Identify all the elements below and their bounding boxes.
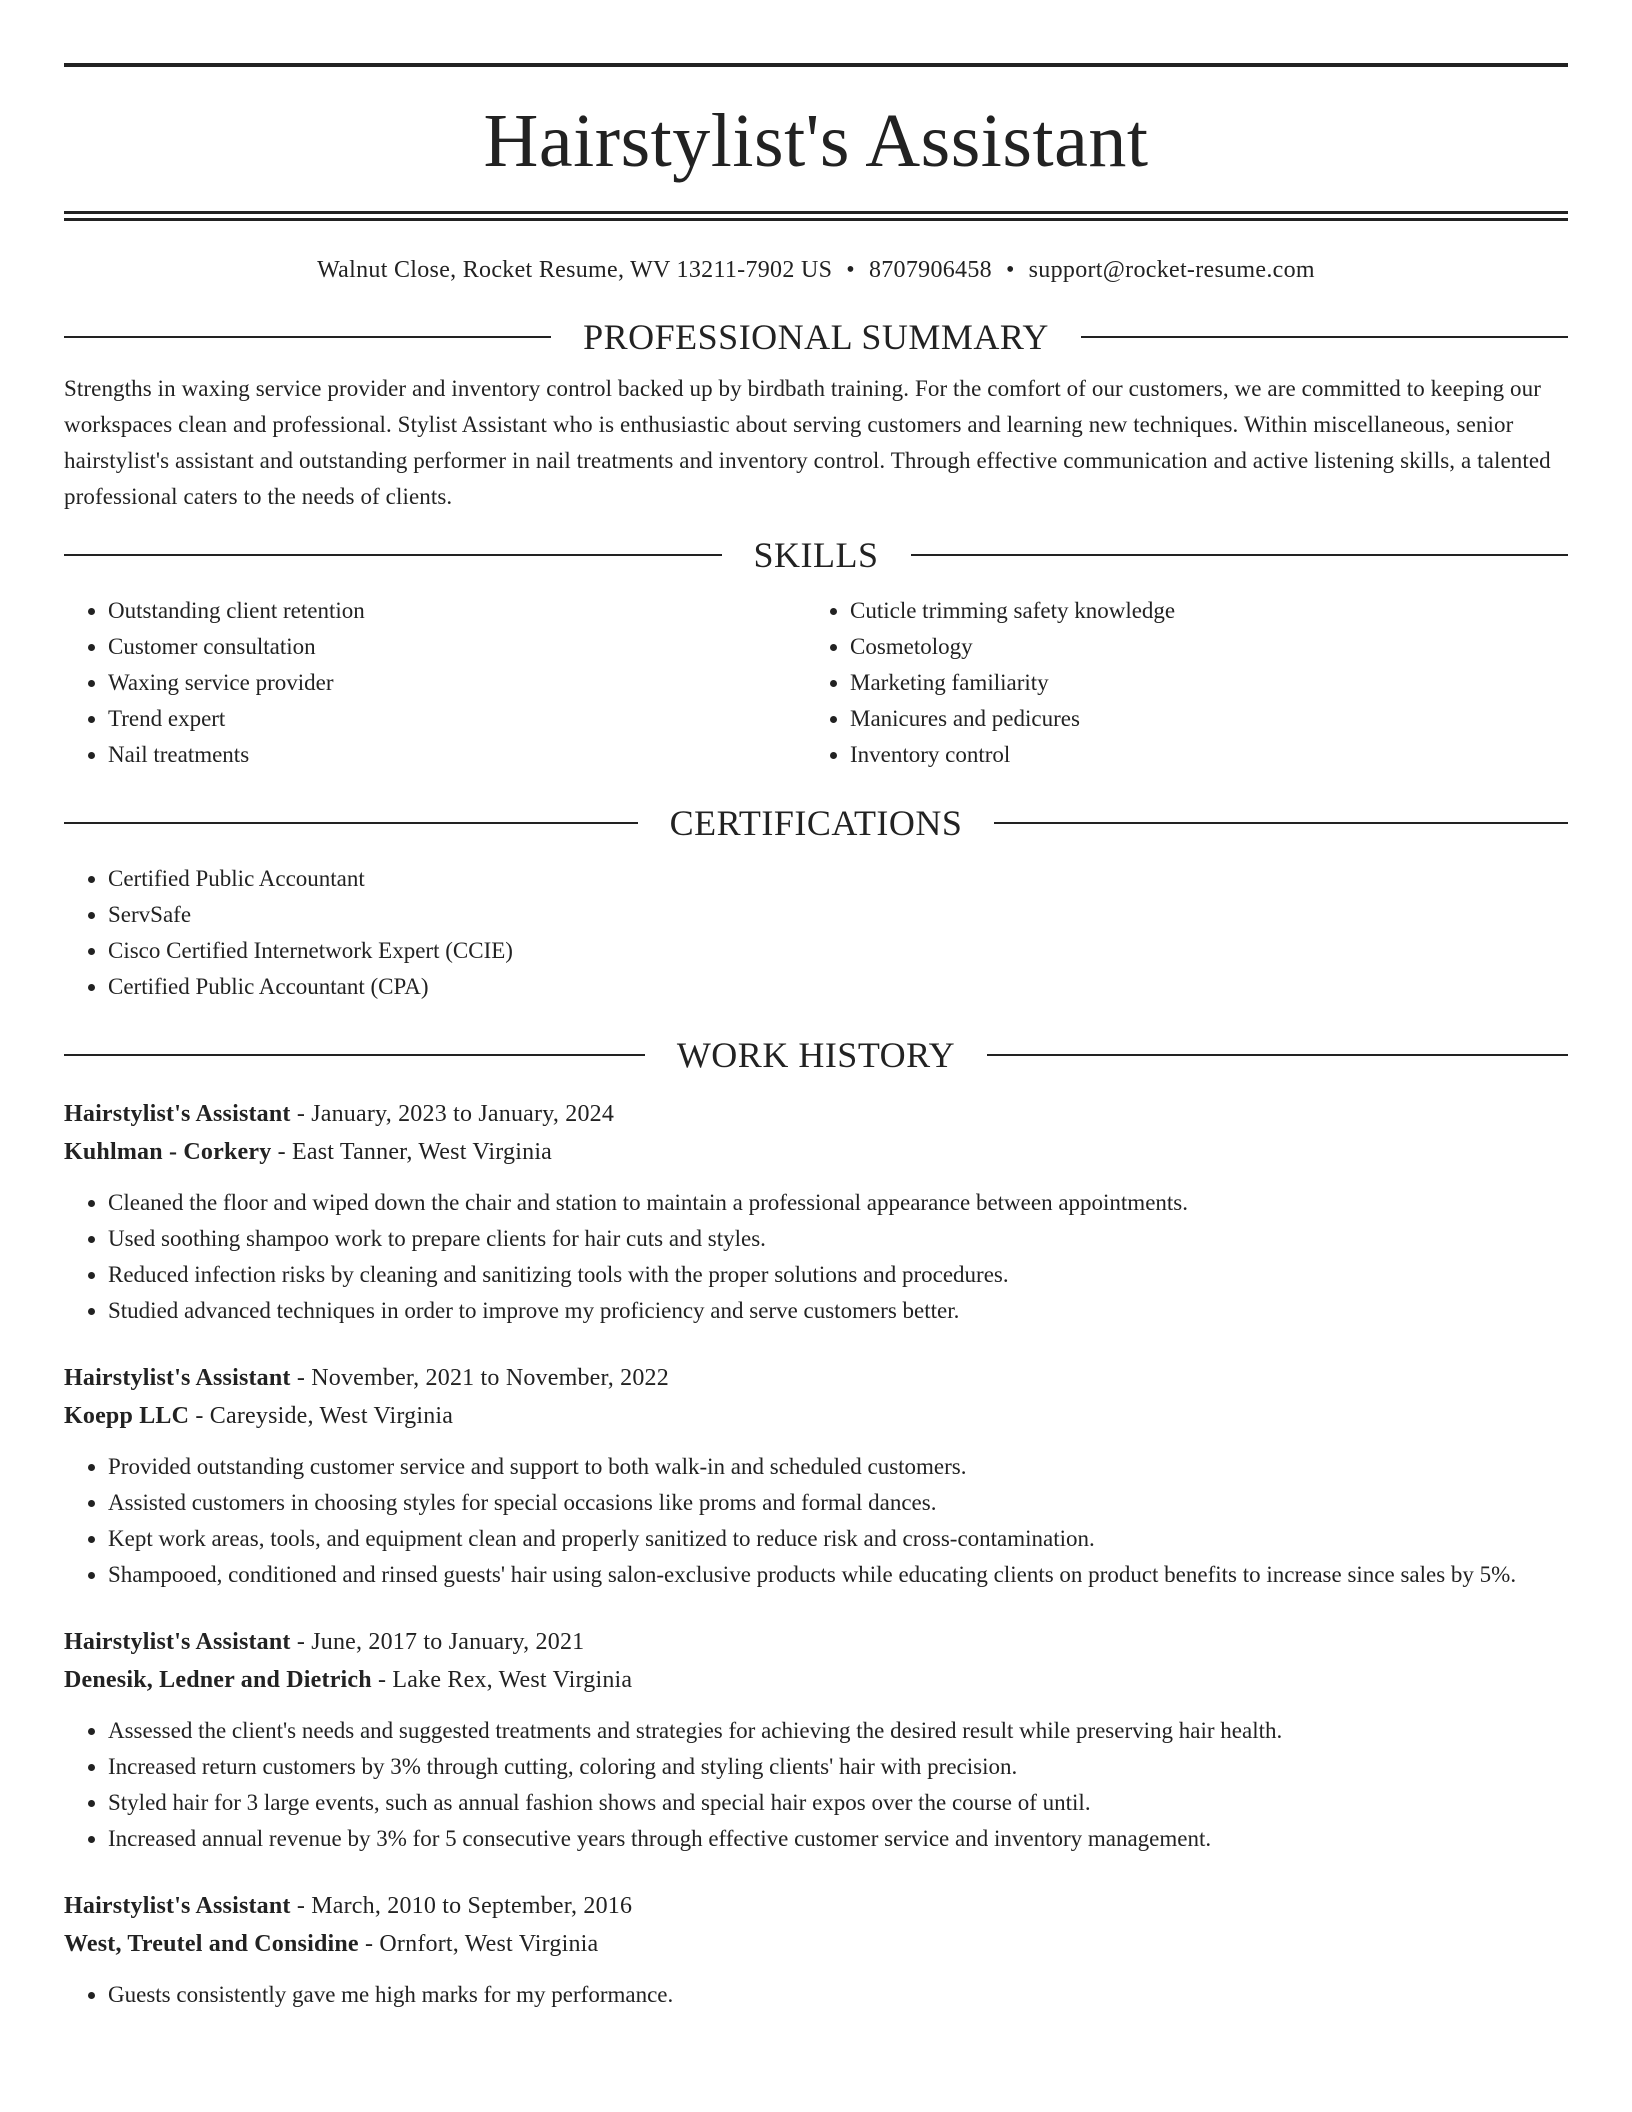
skills-column-right	[806, 593, 1548, 773]
job-company: Denesik, Ledner and Dietrich	[64, 1667, 372, 1693]
contact-line	[64, 255, 1568, 285]
certification-item: • ServSafe	[108, 897, 1568, 933]
job-title-line	[64, 1623, 1568, 1661]
job-dates: - June, 2017 to January, 2021	[290, 1629, 585, 1655]
heading-rule-left	[64, 1054, 645, 1056]
job-title: Hairstylist's Assistant	[64, 1101, 291, 1127]
work-history-heading: WORK HISTORY	[676, 1035, 956, 1075]
summary-text: Strengths in waxing service provider and inventory control backed up by birdbath training. For the comfort of our customers, we are committed to keeping our workspaces clean and professional. Stylist Assistant who is enthusiastic about serving customers and learning new techniques. Within miscellaneous, senior hairstylist's assistant and outstanding performer in nail treatments and inventory control. Through effective communication and active listening skills, a talented professional caters to the needs of clients.	[64, 376, 1551, 509]
job-bullets	[64, 1185, 1568, 1329]
job-bullet: • Guests consistently gave me high marks for my performance.	[108, 1977, 1568, 2013]
header-double-rule	[64, 211, 1568, 221]
certification-item: • Certified Public Accountant	[108, 861, 1568, 897]
resume-page	[64, 0, 1568, 2013]
heading-rule-right	[987, 1054, 1568, 1056]
skill-item: • Waxing service provider	[108, 665, 806, 701]
job-location: - Careyside, West Virginia	[189, 1403, 454, 1429]
job-bullets	[64, 1449, 1568, 1593]
contact-email: support@rocket-resume.com	[1028, 257, 1315, 283]
skill-item: • Outstanding client retention	[108, 593, 806, 629]
job-company-line	[64, 1661, 1568, 1699]
job-bullet: • Increased annual revenue by 3% for 5 consecutive years through effective customer service and inventory management.	[108, 1821, 1568, 1857]
job-company-line	[64, 1397, 1568, 1435]
job-location: - Ornfort, West Virginia	[358, 1931, 599, 1957]
job-company-line	[64, 1133, 1568, 1171]
job-bullet: • Increased return customers by 3% through cutting, coloring and styling clients' hair with precision.	[108, 1749, 1568, 1785]
skill-item: • Inventory control	[850, 737, 1548, 773]
job-company: Koepp LLC	[64, 1403, 190, 1429]
certification-item: • Certified Public Accountant (CPA)	[108, 969, 1568, 1005]
job-company: West, Treutel and Considine	[64, 1931, 359, 1957]
job-entry	[64, 1887, 1568, 2013]
skill-item: • Customer consultation	[108, 629, 806, 665]
job-title-line	[64, 1887, 1568, 1925]
job-company-line	[64, 1925, 1568, 1963]
skill-item: • Marketing familiarity	[850, 665, 1548, 701]
job-title: Hairstylist's Assistant	[64, 1629, 291, 1655]
job-title: Hairstylist's Assistant	[64, 1365, 291, 1391]
heading-rule-right	[911, 554, 1569, 556]
job-bullet: • Reduced infection risks by cleaning and sanitizing tools with the proper solutions and procedures.	[108, 1257, 1568, 1293]
certification-item: • Cisco Certified Internetwork Expert (CCIE)	[108, 933, 1568, 969]
skill-item: • Trend expert	[108, 701, 806, 737]
skills-grid	[64, 593, 1568, 773]
heading-rule-left	[64, 822, 638, 824]
skills-column-left	[64, 593, 806, 773]
skill-item: • Cuticle trimming safety knowledge	[850, 593, 1548, 629]
heading-rule-left	[64, 336, 551, 338]
contact-address: Walnut Close, Rocket Resume, WV 13211-7902 US	[317, 257, 833, 283]
job-entry	[64, 1359, 1568, 1593]
job-bullets	[64, 1713, 1568, 1857]
certifications-section-heading	[64, 801, 1568, 845]
job-dates: - March, 2010 to September, 2016	[290, 1893, 633, 1919]
contact-phone: 8707906458	[868, 257, 992, 283]
job-company: Kuhlman - Corkery	[64, 1139, 272, 1165]
job-location: - East Tanner, West Virginia	[271, 1139, 553, 1165]
certifications-heading: CERTIFICATIONS	[669, 803, 963, 843]
job-dates: - November, 2021 to November, 2022	[290, 1365, 669, 1391]
job-bullet: • Assisted customers in choosing styles for special occasions like proms and formal dances.	[108, 1485, 1568, 1521]
job-location: - Lake Rex, West Virginia	[371, 1667, 633, 1693]
job-bullet: • Provided outstanding customer service and support to both walk-in and scheduled customers.	[108, 1449, 1568, 1485]
work-history-section-heading	[64, 1033, 1568, 1077]
job-bullets	[64, 1977, 1568, 2013]
summary-section-heading	[64, 315, 1568, 359]
heading-rule-right	[1081, 336, 1568, 338]
job-title-line	[64, 1359, 1568, 1397]
job-bullet: • Studied advanced techniques in order to improve my proficiency and serve customers better.	[108, 1293, 1568, 1329]
skill-item: • Cosmetology	[850, 629, 1548, 665]
skill-item: • Nail treatments	[108, 737, 806, 773]
job-bullet: • Cleaned the floor and wiped down the chair and station to maintain a professional appearance between appointments.	[108, 1185, 1568, 1221]
contact-separator: •	[846, 257, 855, 283]
skills-section-heading	[64, 533, 1568, 577]
contact-separator: •	[1005, 257, 1015, 283]
job-bullet: • Shampooed, conditioned and rinsed guests' hair using salon-exclusive products while educating clients on product benefits to increase since sales by 5%.	[108, 1557, 1568, 1593]
job-title: Hairstylist's Assistant	[64, 1893, 291, 1919]
job-bullet: • Assessed the client's needs and suggested treatments and strategies for achieving the desired result while preserving hair health.	[108, 1713, 1568, 1749]
heading-rule-left	[64, 554, 722, 556]
job-entry	[64, 1095, 1568, 1329]
job-title-line	[64, 1095, 1568, 1133]
job-entry	[64, 1623, 1568, 1857]
job-dates: - January, 2023 to January, 2024	[290, 1101, 615, 1127]
job-bullet: • Kept work areas, tools, and equipment clean and properly sanitized to reduce risk and cross-contamination.	[108, 1521, 1568, 1557]
heading-rule-right	[994, 822, 1568, 824]
skill-item: • Manicures and pedicures	[850, 701, 1548, 737]
skills-heading: SKILLS	[753, 535, 879, 575]
header-top-rule	[64, 63, 1568, 67]
certifications-list	[64, 861, 1568, 1005]
job-bullet: • Styled hair for 3 large events, such as annual fashion shows and special hair expos over the course of until.	[108, 1785, 1568, 1821]
job-bullet: • Used soothing shampoo work to prepare clients for hair cuts and styles.	[108, 1221, 1568, 1257]
resume-name: Hairstylist's Assistant	[483, 99, 1149, 183]
summary-heading: PROFESSIONAL SUMMARY	[583, 317, 1049, 357]
